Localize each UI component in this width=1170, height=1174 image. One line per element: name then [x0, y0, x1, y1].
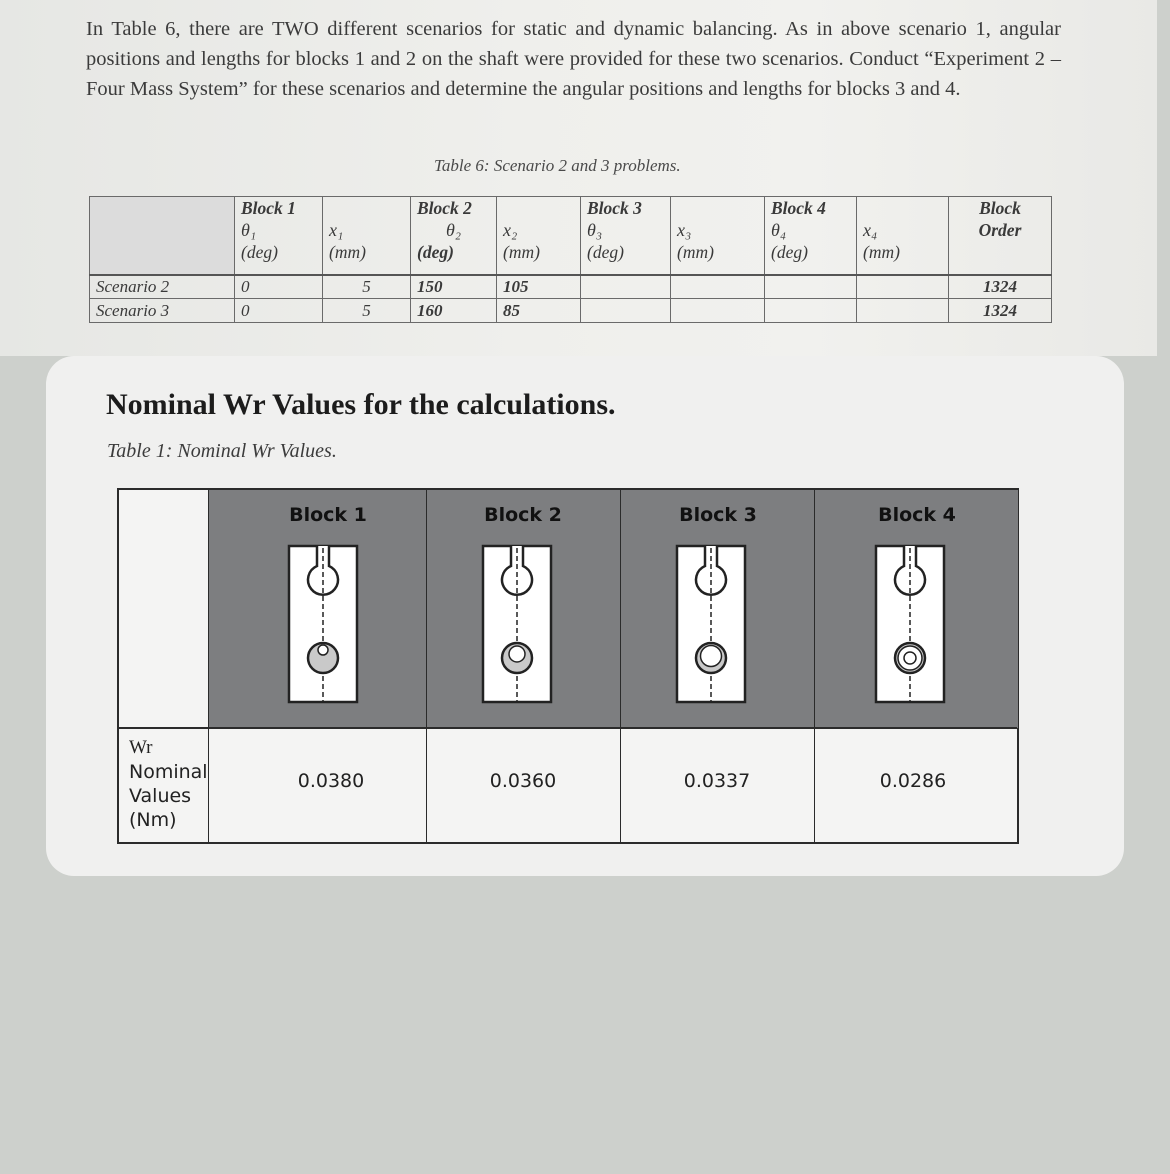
block3-diagram-icon: [675, 544, 747, 704]
table-row: [90, 275, 1052, 299]
block1-wr-value: 0.0380: [297, 770, 365, 792]
table1: [117, 488, 1019, 844]
table-row: [90, 299, 1052, 323]
theta4-cell: [765, 299, 857, 323]
order-cell: 1324: [949, 299, 1052, 323]
table6-header-theta1: Block 1 θ₁ (deg): [235, 197, 323, 275]
x2-cell: 105: [497, 275, 581, 299]
theta3-cell: [581, 299, 671, 323]
block1-diagram-icon: [287, 544, 359, 704]
x2-cell: 85: [497, 299, 581, 323]
table6-caption: Table 6: Scenario 2 and 3 problems.: [434, 156, 681, 175]
intro-paragraph: In Table 6, there are TWO different scenarios for static and dynamic balancing. As in above scenario 1, angular positions and lengths for blocks 1 and 2 on the shaft were provided for these two scenarios. Conduct “Experiment 2 – Four Mass System” for these scenarios and determine the angular positions and lengths for blocks 3 and 4.: [86, 18, 1061, 100]
table6-header-theta3: Block 3 θ₃ (deg): [581, 197, 671, 275]
block2-label: Block 2: [484, 504, 562, 526]
x3-cell: [671, 299, 765, 323]
table6-corner-cell: [90, 197, 235, 275]
table1-heading: Nominal Wr Values for the calculations.: [106, 388, 616, 421]
theta3-cell: [581, 275, 671, 299]
block2-diagram-icon: [481, 544, 553, 704]
column-divider: [814, 490, 815, 842]
table6-header-x3: x₃ (mm): [671, 197, 765, 275]
block3-wr-value: 0.0337: [683, 770, 751, 792]
table6: [89, 196, 1052, 323]
scenario-label: Scenario 2: [90, 275, 235, 299]
table6-header-x4: x₄ (mm): [857, 197, 949, 275]
block4-wr-value: 0.0286: [879, 770, 947, 792]
theta2-cell: 160: [411, 299, 497, 323]
x4-cell: [857, 275, 949, 299]
theta1-cell: 0: [235, 275, 323, 299]
block2-wr-value: 0.0360: [489, 770, 557, 792]
scenario-label: Scenario 3: [90, 299, 235, 323]
table6-header-theta4: Block 4 θ₄ (deg): [765, 197, 857, 275]
order-cell: 1324: [949, 275, 1052, 299]
table6-header-x2: x₂ (mm): [497, 197, 581, 275]
block4-diagram-icon: [874, 544, 946, 704]
document-photo-top: [0, 0, 1157, 356]
x4-cell: [857, 299, 949, 323]
table6-header-theta2: Block 2 θ₂ (deg): [411, 197, 497, 275]
table6-header-x1: x₁ (mm): [323, 197, 411, 275]
block4-label: Block 4: [878, 504, 956, 526]
table1-caption: Table 1: Nominal Wr Values.: [107, 440, 337, 462]
wr-row-label: Wr Nominal Values (Nm): [129, 737, 208, 831]
block1-label: Block 1: [289, 504, 367, 526]
x3-cell: [671, 275, 765, 299]
x1-cell: 5: [323, 299, 411, 323]
table6-header-order: Block Order: [949, 197, 1052, 275]
table1-row-divider: [119, 727, 1017, 729]
x1-cell: 5: [323, 275, 411, 299]
table6-header-row: [90, 197, 1052, 275]
block3-label: Block 3: [679, 504, 757, 526]
theta4-cell: [765, 275, 857, 299]
theta1-cell: 0: [235, 299, 323, 323]
theta2-cell: 150: [411, 275, 497, 299]
